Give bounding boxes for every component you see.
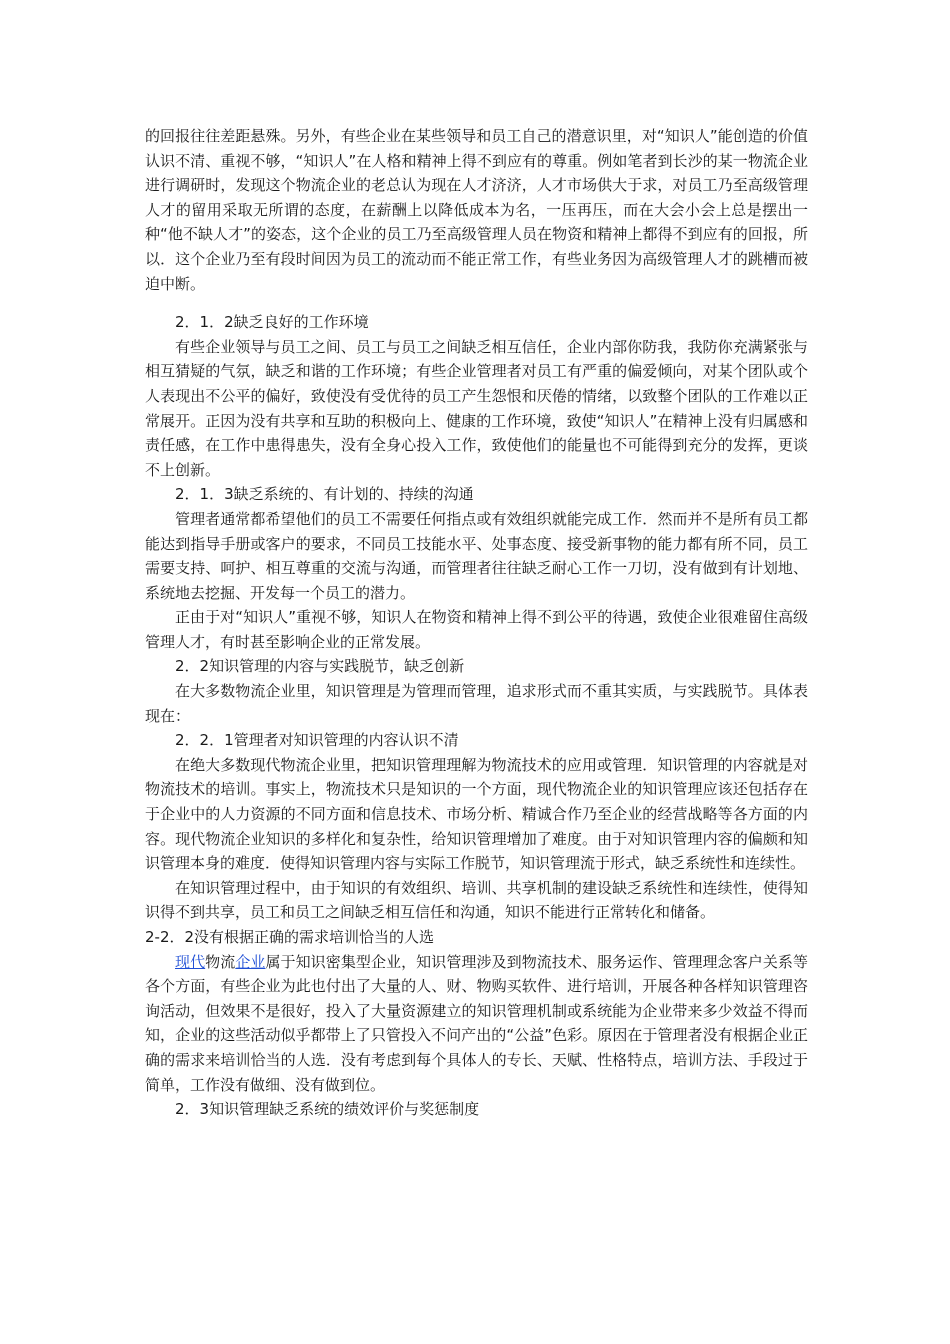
paragraph: 在大多数物流企业里，知识管理是为管理而管理，追求形式而不重其实质，与实践脱节。具体表现在： [145, 682, 808, 725]
paragraph: 有些企业领导与员工之间、员工与员工之间缺乏相互信任，企业内部你防我，我防你充满紧张与相互猜疑的气氛，缺乏和谐的工作环境；有些企业管理者对员工有严重的偏爱倾向，对某个团队或个人表现出不公平的偏好，致使没有受优待的员工产生怨恨和厌倦的情绪，以致整个团队的工作难以正常展开。正因为没有共享和互助的积极向上、健康的工作环境，致使“知识人”在精神上没有归属感和责任感，在工作中患得患失，没有全身心投入工作，致使他们的能量也不可能得到充分的发挥，更谈不上创新。 [145, 337, 808, 479]
section-heading-2-1-3: 2．1．3缺乏系统的、有计划的、持续的沟通 [175, 485, 474, 504]
paragraph-text: 属于知识密集型企业，知识管理涉及到物流技术、服务运作、管理理念客户关系等各个方面，有些企业为此也付出了大量的人、财、物购买软件、进行培训，开展各种各样知识管理咨询活动，但效果不是很好，投入了大量资源建立的知识管理机制或系统能为企业带来多少效益不得而知，企业的这些活动似乎都带上了只管投入不问产出的“公益”色彩。原因在于管理者没有根据企业正确的需求来培训恰当的人选．没有考虑到每个具体人的专长、天赋、性格特点，培训方法、手段过于简单，工作没有做细、没有做到位。 [145, 952, 808, 1094]
section-heading-2-3: 2．3知识管理缺乏系统的绩效评价与奖惩制度 [175, 1100, 480, 1119]
link-enterprise[interactable]: 企业 [235, 952, 266, 971]
paragraph: 在绝大多数现代物流企业里，把知识管理理解为物流技术的应用或管理．知识管理的内容就是对物流技术的培训。事实上，物流技术只是知识的一个方面，现代物流企业的知识管理应该还包括存在于企业中的人力资源的不同方面和信息技术、市场分析、精诚合作乃至企业的经营战略等各方面的内容。现代物流企业知识的多样化和复杂性，给知识管理增加了难度。由于对知识管理内容的偏颇和知识管理本身的难度．使得知识管理内容与实际工作脱节，知识管理流于形式，缺乏系统性和连续性。 [145, 755, 808, 873]
paragraph-with-links [145, 950, 808, 1098]
paragraph: 正由于对“知识人”重视不够，知识人在物资和精神上得不到公平的待遇，致使企业很难留住高级管理人才，有时甚至影响企业的正常发展。 [145, 608, 808, 651]
paragraph: 的回报往往差距悬殊。另外，有些企业在某些领导和员工自己的潜意识里，对“知识人”能创造的价值认识不清、重视不够，“知识人”在人格和精神上得不到应有的尊重。例如笔者到长沙的某一物流企业进行调研时，发现这个物流企业的老总认为现在人才济济，人才市场供大于求，对员工乃至高级管理人才的留用采取无所谓的态度，在薪酬上以降低成本为名，一压再压，而在大会小会上总是摆出一种“他不缺人才”的姿态，这个企业的员工乃至高级管理人员在物资和精神上都得不到应有的回报，所以．这个企业乃至有段时间因为员工的流动而不能正常工作，有些业务因为高级管理人才的跳槽而被迫中断。 [145, 127, 808, 293]
document-body [145, 124, 808, 1122]
paragraph: 在知识管理过程中，由于知识的有效组织、培训、共享机制的建设缺乏系统性和连续性，使得知识得不到共享，员工和员工之间缺乏相互信任和沟通，知识不能进行正常转化和储备。 [145, 878, 808, 922]
paragraph-text: 物流 [205, 952, 236, 971]
section-heading-2-2-1: 2．2．1管理者对知识管理的内容认识不清 [175, 731, 459, 750]
section-heading-2-2-2: 2-2．2没有根据正确的需求培训恰当的人选 [145, 928, 435, 946]
paragraph: 管理者通常都希望他们的员工不需要任何指点或有效组织就能完成工作．然而并不是所有员工都能达到指导手册或客户的要求，不同员工技能水平、处事态度、接受新事物的能力都有所不同，员工需要支持、呵护、相互尊重的交流与沟通，而管理者往往缺乏耐心工作一刀切，没有做到有计划地、系统地去挖掘、开发每一个员工的潜力。 [145, 509, 808, 602]
section-heading-2-1-2: 2．1．2缺乏良好的工作环境 [175, 313, 369, 332]
paragraph-gap [145, 296, 808, 310]
link-modern[interactable]: 现代 [175, 952, 206, 971]
section-heading-2-2: 2．2知识管理的内容与实践脱节，缺乏创新 [175, 657, 465, 676]
